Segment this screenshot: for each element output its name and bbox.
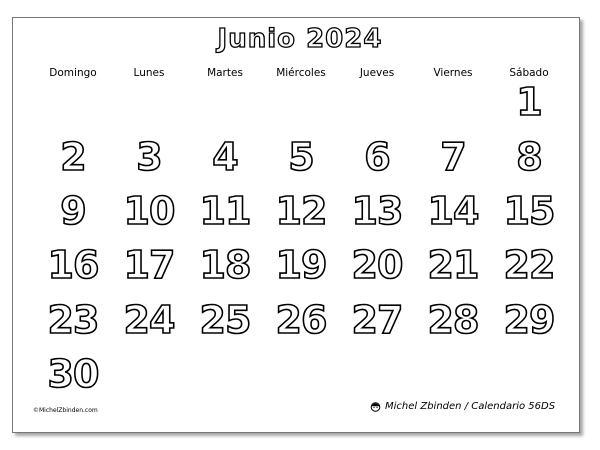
day-cell: 5 xyxy=(288,135,314,179)
day-cell: 7 xyxy=(440,135,466,179)
day-cell: 17 xyxy=(123,243,175,287)
day-cell: 1 xyxy=(516,80,542,124)
weekday-wednesday: Miércoles xyxy=(276,67,326,79)
day-cell: 24 xyxy=(123,298,175,342)
day-cell: 3 xyxy=(136,135,162,179)
credit-line xyxy=(370,401,555,412)
day-cell: 29 xyxy=(503,298,555,342)
day-cell: 25 xyxy=(199,298,251,342)
day-cell: 21 xyxy=(427,243,479,287)
day-cell: 4 xyxy=(212,135,238,179)
day-cell: 19 xyxy=(275,243,327,287)
day-cell: 14 xyxy=(427,189,479,233)
face-icon xyxy=(370,401,381,412)
day-cell: 6 xyxy=(364,135,390,179)
day-cell: 9 xyxy=(60,189,86,233)
day-cell: 18 xyxy=(199,243,251,287)
weekday-friday: Viernes xyxy=(433,67,473,79)
day-cell: 16 xyxy=(47,243,99,287)
day-cell: 12 xyxy=(275,189,327,233)
calendar-title: Junio 2024 xyxy=(217,24,383,54)
day-cell: 13 xyxy=(351,189,403,233)
weekday-monday: Lunes xyxy=(133,67,165,79)
weekday-sunday: Domingo xyxy=(49,67,97,79)
day-cell: 22 xyxy=(503,243,555,287)
day-cell: 28 xyxy=(427,298,479,342)
day-cell: 26 xyxy=(275,298,327,342)
website-link[interactable]: ©MichelZbinden.com xyxy=(33,407,98,414)
day-cell: 30 xyxy=(47,352,99,396)
day-cell: 11 xyxy=(199,189,251,233)
day-cell: 23 xyxy=(47,298,99,342)
weekday-saturday: Sábado xyxy=(509,67,549,79)
day-cell: 2 xyxy=(60,135,86,179)
day-cell: 8 xyxy=(516,135,542,179)
weekday-tuesday: Martes xyxy=(207,67,243,79)
day-cell: 10 xyxy=(123,189,175,233)
credit-text: Michel Zbinden / Calendario 56DS xyxy=(385,401,556,412)
day-cell: 15 xyxy=(503,189,555,233)
day-cell: 27 xyxy=(351,298,403,342)
weekday-thursday: Jueves xyxy=(359,67,395,79)
day-cell: 20 xyxy=(351,243,403,287)
